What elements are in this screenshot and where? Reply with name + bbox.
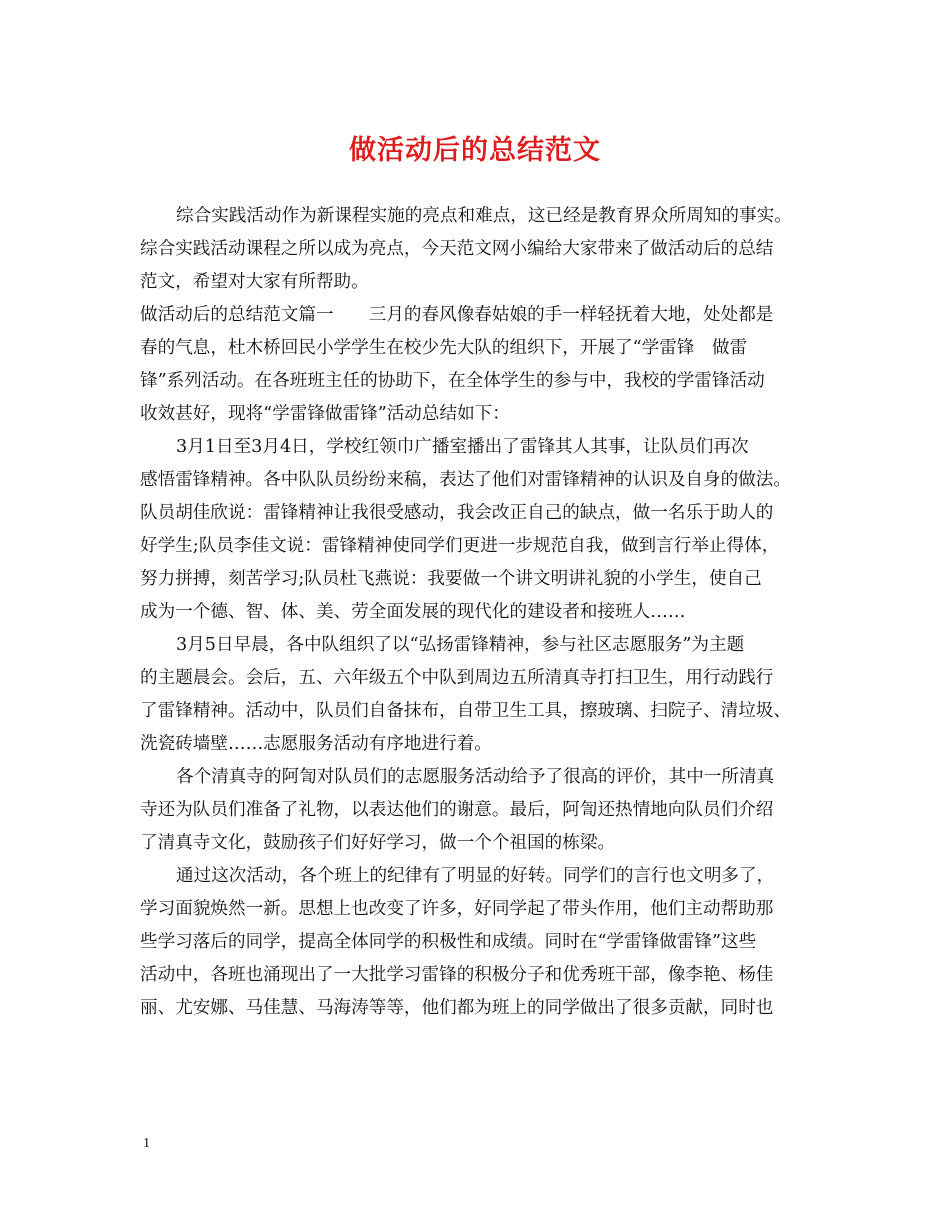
paragraph-line: 队员胡佳欣说：雷锋精神让我很受感动，我会改正自己的缺点，做一名乐于助人的: [140, 503, 774, 523]
paragraph-line: 努力拼搏，刻苦学习;队员杜飞燕说：我要做一个讲文明讲礼貌的小学生，使自己: [140, 569, 762, 589]
paragraph-line: 春的气息，杜木桥回民小学学生在校少先大队的组织下，开展了“学雷锋 做雷: [140, 338, 748, 358]
paragraph-line: 锋”系列活动。在各班班主任的协助下，在全体学生的参与中，我校的学雷锋活动: [140, 371, 765, 391]
paragraph-line: 感悟雷锋精神。各中队队员纷纷来稿，表达了他们对雷锋精神的认识及自身的做法。: [140, 470, 791, 490]
paragraph-line: 收效甚好，现将“学雷锋做雷锋”活动总结如下：: [140, 404, 510, 424]
paragraph-line: 洗瓷砖墙壁……志愿服务活动有序地进行着。: [140, 734, 492, 754]
document-body: [140, 200, 830, 1025]
paragraph-line: 好学生;队员李佳文说：雷锋精神使同学们更进一步规范自我，做到言行举止得体，: [140, 536, 780, 556]
paragraph-line: 了雷锋精神。活动中，队员们自备抹布，自带卫生工具，擦玻璃、扫院子、清垃圾、: [140, 701, 791, 721]
paragraph-line: 3月1日至3月4日，学校红领巾广播室播出了雷锋其人其事，让队员们再次: [176, 437, 749, 457]
paragraph-line: 丽、尤安娜、马佳慧、马海涛等等，他们都为班上的同学做出了很多贡献，同时也: [140, 998, 774, 1018]
paragraph-line: 3月5日早晨，各中队组织了以“弘扬雷锋精神，参与社区志愿服务”为主题: [176, 635, 745, 655]
paragraph-line: 学习面貌焕然一新。思想上也改变了许多，好同学起了带头作用，他们主动帮助那: [140, 899, 774, 919]
page-number: 1: [143, 1136, 150, 1151]
paragraph-line: 些学习落后的同学，提高全体同学的积极性和成绩。同时在“学雷锋做雷锋”这些: [140, 932, 757, 952]
paragraph-line: 的主题晨会。会后，五、六年级五个中队到周边五所清真寺打扫卫生，用行动践行: [140, 668, 774, 688]
paragraph-line: 了清真寺文化，鼓励孩子们好好学习，做一个个祖国的栋梁。: [140, 833, 616, 853]
document-title: 做活动后的总结范文: [349, 135, 601, 166]
paragraph-line: 寺还为队员们准备了礼物，以表达他们的谢意。最后，阿訇还热情地向队员们介绍: [140, 800, 774, 820]
paragraph-line: 综合实践活动课程之所以成为亮点，今天范文网小编给大家带来了做活动后的总结: [140, 239, 774, 259]
paragraph-line: 做活动后的总结范文篇一 三月的春风像春姑娘的手一样轻抚着大地，处处都是: [140, 305, 774, 325]
paragraph-line: 范文，希望对大家有所帮助。: [140, 272, 369, 292]
paragraph-line: 各个清真寺的阿訇对队员们的志愿服务活动给予了很高的评价，其中一所清真: [176, 767, 775, 787]
paragraph-line: 综合实践活动作为新课程实施的亮点和难点，这已经是教育界众所周知的事实。: [176, 206, 792, 226]
paragraph-line: 成为一个德、智、体、美、劳全面发展的现代化的建设者和接班人……: [140, 602, 686, 622]
paragraph-line: 通过这次活动，各个班上的纪律有了明显的好转。同学们的言行也文明多了，: [176, 866, 775, 886]
paragraph-line: 活动中，各班也涌现出了一大批学习雷锋的积极分子和优秀班干部，像李艳、杨佳: [140, 965, 774, 985]
